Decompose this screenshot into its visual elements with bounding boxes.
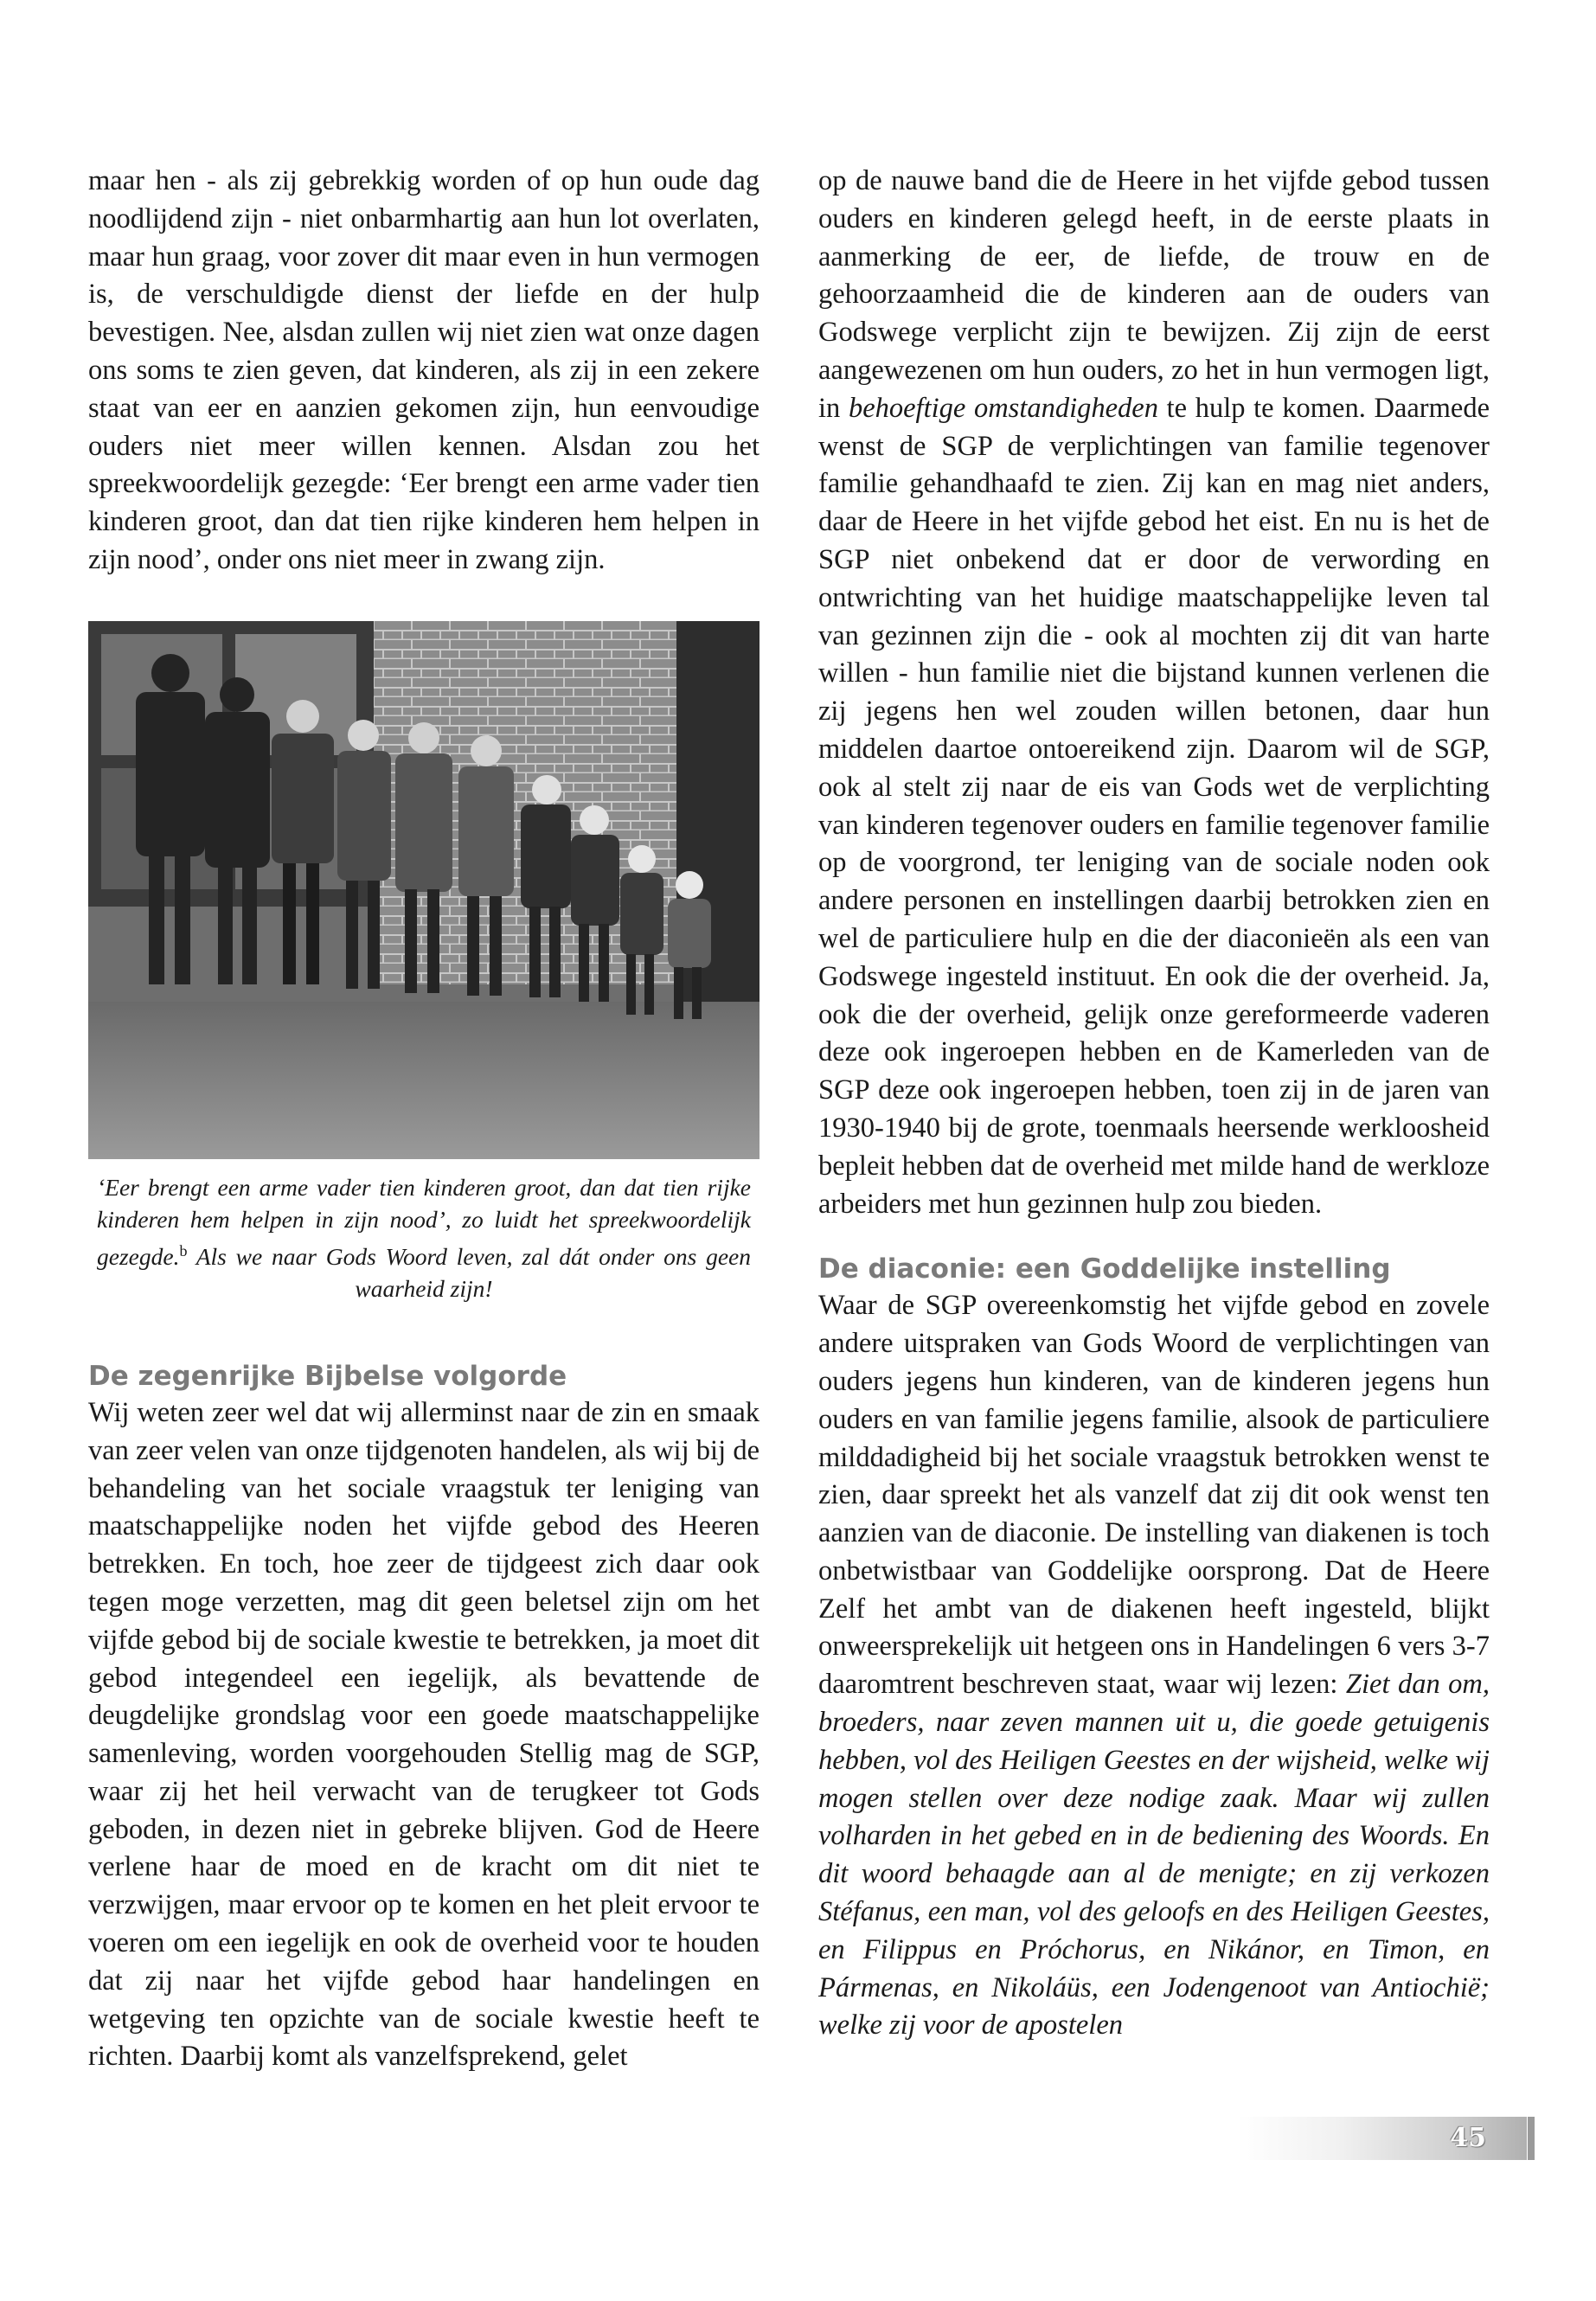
caption-text-end: Als we naar Gods Woord leven, zal dát onder ons geen waarheid zijn! <box>187 1242 751 1302</box>
page-number-bar <box>1237 2117 1527 2160</box>
pavement <box>88 1002 760 1159</box>
section-heading-diaconie: De diaconie: een Goddelijke instelling <box>818 1253 1391 1285</box>
right-paragraph-2 <box>818 1287 1490 2045</box>
caption-footnote-marker[interactable]: b <box>179 1241 188 1259</box>
right-paragraph-1-rest: te hulp te komen. Daarmede wenst de SGP de verplichtingen van familie tegenover familie gehandhaafd te zien. Zij kan en mag niet anders, daar de Heere in het vijfde gebod het eist. En nu is het de SGP niet onbekend dat er door de verwording en ontwrichting van het huidige maatschappelijke leven tal van gezinnen zijn die - ook al mochten zij dit van harte willen - hun familie niet die bijstand kunnen verlenen die zij jegens hen wel zouden willen betonen, daar hun middelen daartoe ontoereikend zijn. Daarom wil de SGP, ook al stelt zij naar de eis van Gods wet de verplichting van kinderen tegenover ouders en familie tegenover familie op de voorgrond, ter leniging van de sociale noden ook andere personen en instellingen daarbij betrokken zien en wel de particuliere hulp en die der diaconieën als een van Godswege ingesteld instituut. En ook die der overheid. Ja, ook die der overheid, gelijk onze gereformeerde vaderen deze ook ingeroepen hebben en de Kamerleden van de SGP deze ook ingeroepen hebben, toen zij in de jaren van 1930-1940 bij de grote, toenmaals heersende werkloosheid bepleit hebben dat de overheid met milde hand de werkloze arbeiders met hun gezinnen hulp zou bieden. <box>818 392 1490 1220</box>
left-paragraph-1: maar hen - als zij gebrekkig worden of op hun oude dag noodlijdend zijn - niet onbarmhartig aan hun lot overlaten, maar hun graag, voor zover dit maar even in hun vermogen is, de verschuldigde dienst der liefde en der hulp bevestigen. Nee, alsdan zullen wij niet zien wat onze dagen ons soms te zien geven, dat kinderen, als zij in een zekere staat van eer en aanzien gekomen zijn, hun eenvoudige ouders niet meer willen kennen. Alsdan zou het spreekwoordelijk gezegde: ‘Eer brengt een arme vader tien kinderen groot, dan dat tien rijke kinderen hem helpen in zijn nood’, onder ons niet meer in zwang zijn. <box>88 165 760 575</box>
section-heading-bijbelse-volgorde: De zegenrijke Bijbelse volgorde <box>88 1360 567 1392</box>
right-paragraph-1 <box>818 163 1490 1223</box>
page-number-tab <box>1528 2117 1535 2160</box>
right-paragraph-1-start: op de nauwe band die de Heere in het vijfde gebod tussen ouders en kinderen gelegd heeft, in de eerste plaats in aanmerking de eer, de liefde, de trouw en de gehoorzaamheid die de kinderen aan de ouders van Godswege verplicht zijn te bewijzen. Zij zijn de eerst aangewezenen om hun ouders, zo het in hun vermogen ligt, in <box>818 165 1490 424</box>
right-paragraph-1-emphasis: behoeftige omstandigheden <box>848 392 1158 424</box>
left-column <box>88 163 760 2076</box>
bible-quote: Ziet dan om, broeders, naar zeven mannen uit u, die goede getuigenis hebben, vol des Heiligen Geestes en der wijsheid, welke wij mogen stellen over deze nodige zaak. Maar wij zullen volharden in het gebed en in de bediening des Woords. En dit woord behaagde aan al de menigte; en zij verkozen Stéfanus, een man, vol des geloofs en des Heiligen Geestes, en Filippus en Próchorus, en Nikánor, en Timon, en Pármenas, en Nikoláüs, een Jodengenoot van Antiochië; welke zij voor de apostelen <box>818 1669 1490 2041</box>
page-number: 45 <box>1450 2123 1486 2153</box>
caption-text: ‘Eer brengt een arme vader tien kinderen groot, dan dat tien rijke kinderen hem helpen in zijn nood’, zo luidt het spreekwoordelijk gezegde. <box>97 1173 751 1270</box>
right-paragraph-2-start: Waar de SGP overeenkomstig het vijfde gebod en zovele andere uitspraken van Gods Woord de verplichtingen van ouders jegens hun kinderen, van de kinderen jegens hun ouders en van familie jegens familie, alsook de particuliere milddadigheid bij het sociale vraagstuk betrokken wenst te zien, daar spreekt het als vanzelf dat zij dit ook wenst ten aanzien van de diaconie. De instelling van diakenen is toch onbetwistbaar van Goddelijke oorsprong. Dat de Heere Zelf het ambt van de diakenen heeft ingesteld, blijkt onweersprekelijk uit hetgeen ons in Handelingen 6 vers 3-7 daaromtrent beschreven staat, waar wij lezen: <box>818 1290 1490 1701</box>
left-paragraph-2: Wij weten zeer wel dat wij allerminst naar de zin en smaak van zeer velen van onze tijdgenoten handelen, als wij bij de behandeling van het sociale vraagstuk ter leniging van maatschappelijke noden het vijfde gebod des Heeren betrekken. En toch, hoe zeer de tijdgeest zich daar ook tegen moge verzetten, mag dit geen beletsel zijn om het vijfde gebod bij de sociale kwestie te betrekken, ja moet dit gebod integendeel een iegelijk, als bevattende de deugdelijke grondslag voor een goede maatschappelijke samenleving, worden voorgehouden Stellig mag de SGP, waar zij het heil verwacht van de terugkeer tot Gods geboden, in dezen niet in gebreke blijven. God de Heere verlene haar de moed en de kracht om dit niet te verzwijgen, maar ervoor op te komen en het pleit ervoor te voeren om een iegelijk en ook de overheid voor te houden dat zij naar het vijfde gebod haar handelingen en wetgeving ten opzichte van de sociale kwestie heeft te richten. Daarbij komt als vanzelfsprekend, gelet <box>88 1396 760 2073</box>
family-photo <box>88 621 760 1159</box>
photo-caption <box>97 1171 751 1304</box>
right-column <box>818 163 1490 2045</box>
